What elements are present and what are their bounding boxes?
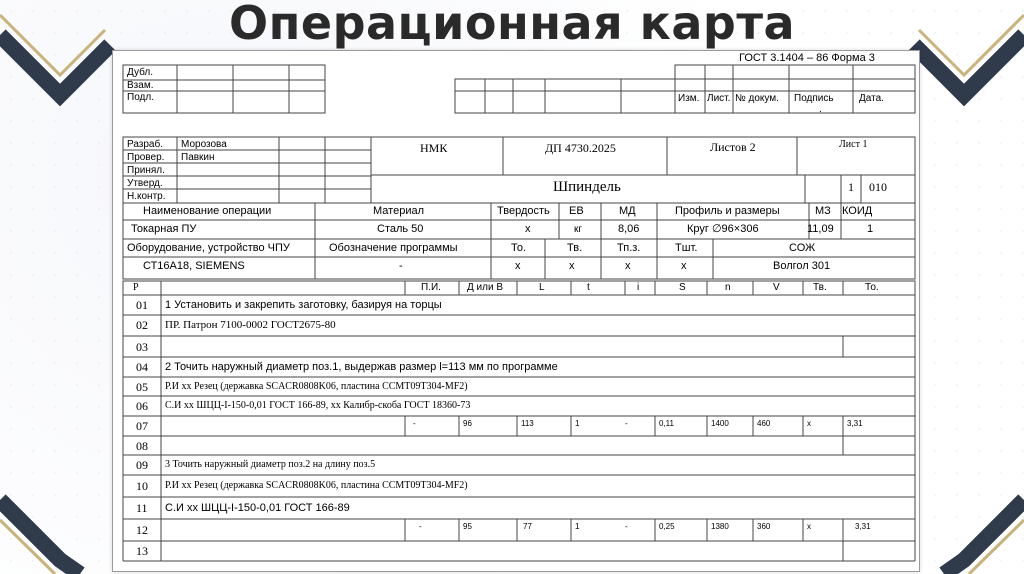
op-col-profile: Профиль и размеры: [675, 205, 780, 217]
row12-pi: -: [419, 522, 422, 531]
eq-val-tsht: х: [681, 260, 687, 272]
op-col-name: Наименование операции: [143, 205, 272, 217]
mode-col-to: То.: [865, 282, 879, 293]
eq-val-program: -: [399, 260, 403, 272]
slide-title: Операционная карта: [228, 0, 796, 50]
doc-code: ДП 4730.2025: [545, 141, 616, 155]
sig-role-nkontr: Н.контр.: [127, 191, 166, 202]
sig-role-prover: Провер.: [127, 152, 165, 163]
sig-name-prover: Павкин: [181, 152, 215, 163]
row07-l: 113: [521, 419, 534, 428]
row-number-05: 05: [136, 380, 148, 394]
sig-role-razrab: Разраб.: [127, 139, 164, 150]
row-text-02: ПР. Патрон 7100-0002 ГОСТ2675-80: [165, 319, 336, 331]
row-text-06: С.И хх ШЦЦ-I-150-0,01 ГОСТ 166-89, хх Калибр-скоба ГОСТ 18360-73: [165, 400, 471, 411]
doc-org: НМК: [420, 141, 448, 155]
eq-col-to: То.: [511, 242, 527, 254]
row-number-08: 08: [136, 439, 148, 453]
row-number-13: 13: [136, 544, 148, 558]
doc-num2: 010: [869, 180, 887, 194]
op-val-mz: 11,09: [807, 223, 834, 235]
mode-col-l: L: [539, 282, 545, 293]
eq-col-program: Обозначение программы: [329, 242, 458, 254]
row12-to: 3,31: [855, 522, 871, 531]
eq-col-soz: СОЖ: [789, 242, 816, 254]
label-podpis: Подпись: [794, 93, 834, 104]
doc-num1: 1: [848, 180, 854, 194]
row07-t: 1: [575, 419, 580, 428]
podpis-mark: .: [819, 104, 822, 115]
row-text-01: 1 Установить и закрепить заготовку, базируя на торцы: [165, 299, 442, 311]
row12-i: -: [625, 522, 628, 531]
gost-label: ГОСТ 3.1404 – 86 Форма 3: [739, 52, 875, 64]
row-text-11: С.И хх ШЦЦ-I-150-0,01 ГОСТ 166-89: [165, 502, 350, 514]
op-col-koid: КОИД: [842, 205, 873, 217]
row-text-09: 3 Точить наружный диаметр поз.2 на длину поз.5: [165, 459, 376, 470]
row-number-11: 11: [136, 501, 148, 515]
row07-tv: х: [807, 419, 811, 428]
eq-val-tv: х: [569, 260, 575, 272]
op-val-koid: 1: [867, 223, 874, 235]
row-number-02: 02: [136, 318, 148, 332]
mode-col-pi: П.И.: [421, 282, 441, 293]
row12-t: 1: [575, 522, 580, 531]
eq-col-equipment: Оборудование, устройство ЧПУ: [127, 242, 290, 254]
doc-sheet: Лист 1: [839, 139, 868, 150]
row07-i: -: [625, 419, 628, 428]
row07-d: 96: [463, 419, 472, 428]
row07-n: 1400: [711, 419, 729, 428]
sig-role-prinyal: Принял.: [127, 165, 165, 176]
eq-col-tv: Тв.: [567, 242, 583, 254]
mode-col-r: Р: [133, 282, 139, 293]
label-dubl: Дубл.: [127, 67, 153, 78]
label-doc-num: № докум.: [735, 93, 779, 104]
mode-col-i: i: [637, 282, 640, 293]
op-val-hardness: х: [525, 223, 531, 235]
corner-bottom-right: [944, 500, 1024, 574]
row-text-05: Р.И хх Резец (державка SCACR0808K06, пластина CCMT09T304-MF2): [165, 381, 468, 392]
row12-tv: х: [807, 522, 811, 531]
corner-bottom-left: [0, 500, 80, 574]
op-col-ev: ЕВ: [569, 205, 584, 217]
op-col-hardness: Твердость: [497, 205, 550, 217]
row12-s: 0,25: [659, 522, 675, 531]
row07-s: 0,11: [659, 419, 674, 428]
op-col-mz: МЗ: [815, 205, 831, 217]
mode-col-d: Д или В: [467, 282, 504, 293]
row-text-04: 2 Точить наружный диаметр поз.1, выдержав размер l=113 мм по программе: [165, 361, 558, 373]
row-number-03: 03: [136, 340, 148, 354]
label-list: Лист.: [707, 93, 731, 104]
mode-col-n: n: [725, 282, 731, 293]
form-grid-lines: [113, 51, 919, 571]
row-number-09: 09: [136, 458, 148, 472]
op-val-name: Токарная ПУ: [131, 223, 197, 235]
op-val-md: 8,06: [618, 223, 640, 235]
op-val-profile: Круг ∅96×306: [687, 223, 759, 235]
doc-sheets: Листов 2: [710, 140, 756, 154]
label-podl: Подл.: [127, 92, 154, 103]
row12-l: 77: [523, 522, 532, 531]
row07-to: 3,31: [847, 419, 863, 428]
label-izm: Изм.: [678, 93, 700, 104]
sig-name-razrab: Морозова: [181, 139, 227, 150]
operation-card-sheet: [112, 50, 920, 572]
row07-pi: -: [413, 419, 416, 428]
eq-val-tpz: х: [625, 260, 631, 272]
row-number-10: 10: [136, 479, 148, 493]
doc-part-name: Шпиндель: [553, 179, 621, 195]
row07-v: 460: [757, 419, 771, 428]
row12-d: 95: [463, 522, 472, 531]
sig-role-utverd: Утверд.: [127, 178, 163, 189]
row12-n: 1380: [711, 522, 729, 531]
eq-col-tsht: Тшт.: [675, 242, 698, 254]
mode-col-tv: Тв.: [813, 282, 827, 293]
label-data: Дата.: [859, 93, 884, 104]
mode-col-v: V: [773, 282, 780, 293]
row12-v: 360: [757, 522, 771, 531]
row-number-01: 01: [136, 298, 148, 312]
row-number-07: 07: [136, 419, 148, 433]
row-number-12: 12: [136, 523, 148, 537]
eq-col-tpz: Тп.з.: [617, 242, 641, 254]
mode-col-s: S: [679, 282, 686, 293]
eq-val-soz: Волгол 301: [773, 260, 831, 272]
eq-val-to: х: [515, 260, 521, 272]
mode-col-t: t: [587, 282, 590, 293]
op-col-material: Материал: [373, 205, 424, 217]
op-val-ev: кг: [574, 224, 583, 235]
row-text-10: Р.И хх Резец (державка SCACR0808K06, пластина CCMT09T304-MF2): [165, 480, 468, 491]
op-col-md: МД: [619, 205, 636, 217]
row-number-04: 04: [136, 360, 148, 374]
op-val-material: Сталь 50: [377, 223, 424, 235]
eq-val-equipment: СТ16А18, SIEMENS: [143, 260, 245, 272]
label-vzam: Взам.: [127, 80, 154, 91]
row-number-06: 06: [136, 399, 148, 413]
